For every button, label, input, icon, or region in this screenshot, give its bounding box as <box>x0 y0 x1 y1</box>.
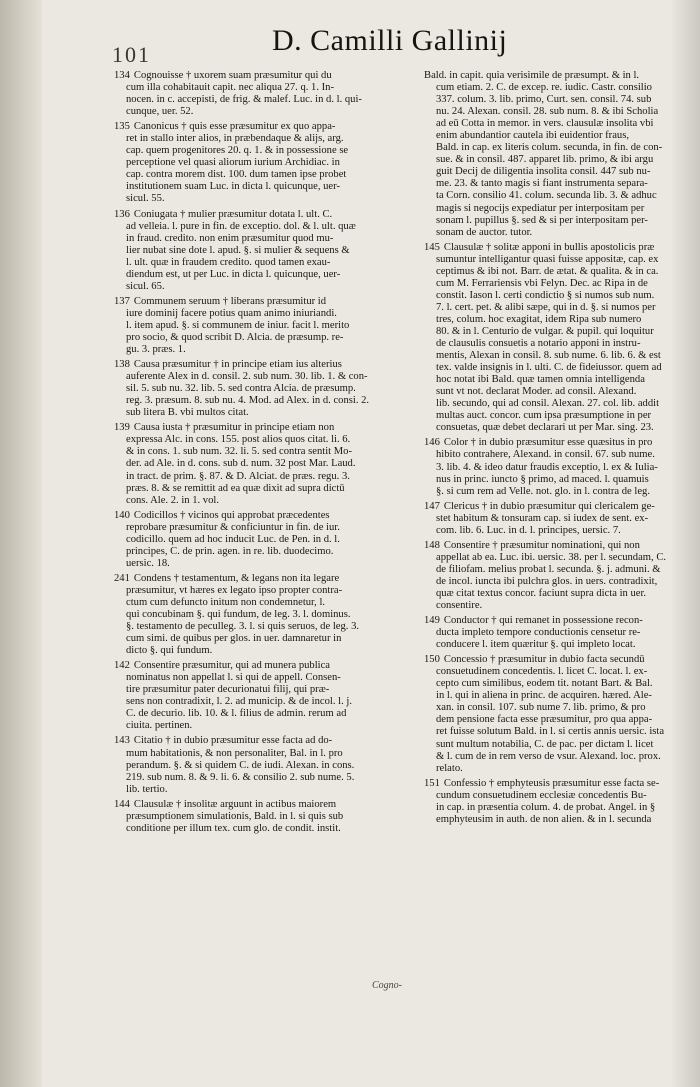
entry-line <box>424 362 698 374</box>
entry-line <box>114 320 406 332</box>
entry-line <box>424 227 698 239</box>
entry-text: hoc notat ibi Bald. quæ tamen omnia intelligenda <box>436 374 645 386</box>
entry-line <box>114 660 406 672</box>
entry-line <box>424 278 698 290</box>
entry-text: auferente Alex in d. consil. 2. sub num. 30. lib. 1. & con- <box>126 371 368 383</box>
entry-text: & in cons. 1. sub num. 32. li. 5. sed contra sentit Mo- <box>126 446 352 458</box>
entry-line <box>114 597 406 609</box>
entry-text: consuetas, quæ debet declarari ut per Mar. sing. 23. <box>436 422 654 434</box>
entry-line <box>424 338 698 350</box>
entry-text: Bald. in capit. quia verisimile de præsumpt. & in l. <box>424 70 640 81</box>
entry-text: expressa Alc. in cons. 155. post alios quos citat. li. 6. <box>126 434 351 446</box>
right-column <box>424 70 698 829</box>
entry-line <box>114 344 406 356</box>
entry-line <box>114 446 406 458</box>
entry-line <box>424 130 698 142</box>
entry-text: conducere l. item quæritur §. qui impleto locat. <box>436 639 636 651</box>
entry-text: xan. in consil. 107. sub nume 7. lib. primo, & pro <box>436 702 646 714</box>
entry-text: institutionem suam Luc. in dicta l. quicunque, uer- <box>126 181 340 193</box>
entry-text: sicul. 55. <box>126 193 165 205</box>
entry-line <box>424 790 698 802</box>
entry-line <box>424 203 698 215</box>
entry-text: quæ citat textus concor. faciunt supra dicta in uer. <box>436 587 647 599</box>
entry-line <box>424 462 698 474</box>
entry-line <box>424 314 698 326</box>
entry-line <box>114 672 406 684</box>
entry-number: 139 <box>114 422 130 434</box>
entry-line <box>114 296 406 308</box>
entry-text: enim abundantior cautela ibi euidentior fraus, <box>436 130 629 142</box>
entry-line <box>114 269 406 281</box>
entry-text: ctum cum defuncto initum non condemnetur, l. <box>126 596 326 608</box>
entry-line <box>424 178 698 190</box>
entry-line <box>424 690 698 702</box>
entry-line <box>114 823 406 835</box>
entry-line <box>424 166 698 178</box>
entry-line <box>424 302 698 314</box>
entry-line <box>114 708 406 720</box>
entry-text: in cap. in præsentia colum. 4. de probat. Angel. in § <box>436 801 656 813</box>
entry-number: 147 <box>424 500 440 512</box>
entry-line <box>114 209 406 221</box>
entry-line <box>424 763 698 775</box>
entry-text: nus in princ. iuncto § primo, ad maced. l. quamuis <box>436 473 649 485</box>
entry-text: multas auct. concor. cum ipsa præsumptione in per <box>436 410 652 422</box>
entry-line <box>114 633 406 645</box>
entry-text: sens non contradixit, l. 2. ad municip. & de incol. l. j. <box>126 696 352 708</box>
entry-line <box>424 398 698 410</box>
entry-text: de incol. iuncta ibi pulchra glos. in uers. contradixit, <box>436 575 658 587</box>
entry-text: præsumptionem simulationis, Bald. in l. si quis sub <box>126 810 344 822</box>
entry-line <box>114 573 406 585</box>
entry-text: ciuita. pertinen. <box>126 720 193 732</box>
entry-line <box>424 600 698 612</box>
entry-line <box>114 181 406 193</box>
entry-line <box>424 726 698 738</box>
entry-text: sue. & in consil. 487. apparet lib. primo, & ibi argu <box>436 154 654 166</box>
entry-text: 3. lib. 4. & ideo datur fraudis exceptio, l. ex & Iulia- <box>436 461 658 473</box>
entry-line <box>114 811 406 823</box>
entry <box>114 70 406 118</box>
entry-text: sunt multum notabilia, C. de pac. per dictam l. licet <box>436 738 654 750</box>
entry-text: Concessio † præsumitur in dubio facta secundū <box>443 654 645 666</box>
entry-text: appellat ab ea. Luc. ibi. uersic. 38. per l. secundam, C. <box>436 551 667 563</box>
entry-line <box>114 133 406 145</box>
entry-text: hibito contrahere, Alexand. in consil. 67. sub nume. <box>436 449 655 461</box>
entry-text: 80. & in l. Centurio de vulgar. & pupil. qui loquitur <box>436 325 654 337</box>
entry-number: 134 <box>114 70 130 81</box>
entry-number: 145 <box>424 241 440 253</box>
entry <box>114 510 406 570</box>
entry-line <box>114 70 406 82</box>
entry-line <box>114 121 406 133</box>
entry-text: Clausulæ † solitæ apponi in bullis apostolicis præ <box>443 241 655 253</box>
entry-line <box>424 739 698 751</box>
entry-text: perceptione vel quasi aliorum iurium Archidiac. in <box>126 157 340 169</box>
entry-line <box>114 558 406 570</box>
entry-line <box>424 449 698 461</box>
entry-line <box>114 82 406 94</box>
entry-text: in fraud. credito. non enim præsumitur quod mu- <box>126 232 334 244</box>
entry-line <box>424 266 698 278</box>
entry-text: tire præsumitur pater decurionatui filij, qui præ- <box>126 684 330 696</box>
entry-line <box>114 233 406 245</box>
entry-line <box>114 434 406 446</box>
entry-text: sil. 5. sub nu. 32. lib. 5. sed contra Alcia. de præsump. <box>126 383 356 395</box>
entry-text: Bald. in cap. ex literis colum. secunda, in fin. de con- <box>436 142 663 154</box>
entry-line <box>114 522 406 534</box>
entry-text: gu. 3. præs. 1. <box>126 344 186 356</box>
entry-text: tex. valde insignis in l. ulti. C. de fideiussor. quem ad <box>436 362 662 374</box>
entry-line <box>424 118 698 130</box>
entry-text: & l. cum de in rem verso de vsur. Alexand. loc. prox. <box>436 750 661 762</box>
entry-text: ret fuisse solutum Bald. in l. si certis annis uersic. ista <box>436 726 665 738</box>
entry-line <box>424 666 698 678</box>
entry-text: Consentire † præsumitur nominationi, qui non <box>443 539 640 551</box>
entry-text: nu. 24. Alexan. consil. 28. sub num. 8. & ibi Scholia <box>436 106 659 118</box>
entry-text: ad eū Cotta in memor. in vers. clausulæ insolita vbi <box>436 118 654 130</box>
entry-text: 7. l. cert. pet. & alibi sæpe, qui in d. §. si numos per <box>436 301 656 313</box>
entry-line <box>114 332 406 344</box>
entry-text: cunque, uer. 52. <box>126 106 194 118</box>
entry-text: cum etiam. 2. C. de excep. re. iudic. Castr. consilio <box>436 82 652 94</box>
entry-text: Causa præsumitur † in principe etiam ius alterius <box>133 359 342 371</box>
entry-line <box>114 495 406 507</box>
entry-line <box>114 609 406 621</box>
entry-number: 144 <box>114 798 130 810</box>
entry <box>424 654 698 774</box>
entry-line <box>424 564 698 576</box>
entry-line <box>114 245 406 257</box>
entry-text: præs. 8. & se remittit ad ea quæ dixit ad supra dictū <box>126 482 345 494</box>
entry-line <box>424 215 698 227</box>
entry-line <box>424 486 698 498</box>
entry-text: Codicillos † vicinos qui approbat præcedentes <box>133 509 330 521</box>
entry-text: conditione per illum tex. cum glo. de condit. instit. <box>126 822 341 834</box>
entry-line <box>114 799 406 811</box>
entry-line <box>424 501 698 513</box>
entry-number: 136 <box>114 208 130 220</box>
entry-text: diendum est, ut per Luc. in dicta l. quicunque, uer- <box>126 268 341 280</box>
entry-line <box>424 437 698 449</box>
entry-line <box>114 257 406 269</box>
entry-text: 337. colum. 3. lib. primo, Curt. sen. consil. 74. sub <box>436 94 652 106</box>
entry-number: 148 <box>424 539 440 551</box>
entry-text: Conductor † qui remanet in possessione recon- <box>443 615 643 627</box>
entry-text: consentire. <box>436 600 483 612</box>
entry-line <box>424 513 698 525</box>
entry-line <box>424 814 698 826</box>
entry-line <box>424 350 698 362</box>
entry-text: nominatus non appellat l. si qui de appell. Consen- <box>126 672 341 684</box>
entry-line <box>424 778 698 790</box>
entry-line <box>424 751 698 763</box>
entry-text: lib. tertio. <box>126 783 168 795</box>
entry-line <box>114 483 406 495</box>
entry-line <box>114 748 406 760</box>
entry-number: 135 <box>114 121 130 133</box>
entry-number: 146 <box>424 437 440 449</box>
entry-text: §. testamento de peculleg. 3. l. si quis seruos, de leg. 3. <box>126 621 360 633</box>
entry-text: Consentire præsumitur, qui ad munera publica <box>133 660 330 672</box>
entry-line <box>114 169 406 181</box>
entry-text: cum illa cohabitauit capit. nec aliqua 27. q. 1. In- <box>126 82 334 94</box>
entry-text: de clausulis consuetis a notario apponi in instru- <box>436 338 641 350</box>
entry-line <box>424 290 698 302</box>
entry-text: cepto cum similibus, eodem tit. notant Bart. & Bal. <box>436 678 653 690</box>
entry-line <box>424 242 698 254</box>
entry-line <box>424 254 698 266</box>
entry-text: nocen. in c. accepisti, de frig. & malef. Luc. in d. l. qui- <box>126 94 362 106</box>
entry-text: dicto §. qui fundum. <box>126 645 213 657</box>
entry-line <box>424 326 698 338</box>
entry-text: sub litera B. vbi multos citat. <box>126 407 249 419</box>
entry-line <box>114 308 406 320</box>
entry-text: C. de decurio. lib. 10. & l. filius de admin. rerum ad <box>126 708 347 720</box>
page-gutter-shadow <box>0 0 42 1087</box>
entry-text: reg. 3. præsum. 8. sub nu. 4. Mod. ad Alex. in d. consi. 2. <box>126 395 370 407</box>
entry-text: Communem seruum † liberans præsumitur id <box>133 295 327 307</box>
entry-line <box>114 359 406 371</box>
entry-line <box>424 525 698 537</box>
entry-text: perandum. §. & si quidem C. de iudi. Alexan. in cons. <box>126 759 355 771</box>
entry-line <box>114 684 406 696</box>
entry-text: sicul. 65. <box>126 280 165 292</box>
entry-number: 140 <box>114 509 130 521</box>
entry <box>424 501 698 537</box>
entry <box>114 209 406 293</box>
entry-text: Clausulæ † insolitæ arguunt in actibus maiorem <box>133 798 337 810</box>
entry-text: lib. secundo, qui ad consil. Alexan. 27. col. lib. addit <box>436 398 660 410</box>
entry-text: §. si cum rem ad Velle. not. glo. in l. contra de leg. <box>436 485 650 497</box>
entry-line <box>114 422 406 434</box>
entry-text: cundum consuetudinem ecclesiæ concedentis Bu- <box>436 789 647 801</box>
entry-text: Canonicus † quis esse præsumitur ex quo appa- <box>133 121 336 133</box>
entry-line <box>424 639 698 651</box>
entry-line <box>424 627 698 639</box>
entry-text: principes, C. de prin. agen. in re. lib. duodecimo. <box>126 545 334 557</box>
entry-text: sumuntur intelligantur quasi fuisse appositæ, cap. ex <box>436 253 659 265</box>
entry-text: pro socio, & quod scribit D. Alcia. de præsump. re- <box>126 331 344 343</box>
entry-line <box>424 615 698 627</box>
entry-line <box>114 546 406 558</box>
entry-text: ducta impleto tempore conductionis censetur re- <box>436 627 641 639</box>
entry <box>114 296 406 356</box>
entry-line <box>114 106 406 118</box>
entry-text: de filiofam. melius probat l. secunda. §. j. admuni. & <box>436 563 661 575</box>
entry-text: cum simi. de quibus per glos. in uer. damnaretur in <box>126 633 342 645</box>
entry-text: l. item apud. §. si communem de iniur. facit l. merito <box>126 319 350 331</box>
entry-number: 150 <box>424 654 440 666</box>
entry-text: Confessio † emphyteusis præsumitur esse facta se- <box>443 777 660 789</box>
entry-line <box>114 94 406 106</box>
entry-line <box>424 94 698 106</box>
entry-text: com. lib. 6. Luc. in d. l. principes, uersic. 7. <box>436 524 621 536</box>
entry-text: ad velleia. l. pure in fin. de exceptio. dol. & l. ult. quæ <box>126 220 356 232</box>
entry-line <box>114 145 406 157</box>
entry-text: l. ult. quæ in fraudem credito. quod tamen exau- <box>126 256 331 268</box>
entry-text: Coniugata † mulier præsumitur dotata l. ult. C. <box>133 208 333 220</box>
entry-line <box>424 714 698 726</box>
entry-number: 143 <box>114 735 130 747</box>
entry-line <box>114 534 406 546</box>
entry <box>424 778 698 826</box>
entry-text: emphyteusim in auth. de non alien. & in l. secunda <box>436 813 652 825</box>
entry-text: Citatio † in dubio præsumitur esse facta ad do- <box>133 735 333 747</box>
entry-line <box>114 371 406 383</box>
entry-line <box>114 760 406 772</box>
entry-line <box>114 645 406 657</box>
entry-text: consuetudinem concedentis. l. licet C. locat. l. ex- <box>436 666 648 678</box>
entry-text: mentis, Alexan in consil. 8. sub nume. 6. lib. 6. & est <box>436 350 661 362</box>
entry-line <box>424 552 698 564</box>
entry-text: sonam l. pupillus §. sed & si per interpositam per- <box>436 214 648 226</box>
entry <box>114 422 406 506</box>
entry-line <box>424 702 698 714</box>
entry-line <box>114 696 406 708</box>
entry-text: cap. contra morem dist. 100. dum tamen ipse probet <box>126 169 347 181</box>
entry-text: cum M. Ferrariensis vbi Felyn. Dec. ac Ripa in de <box>436 277 648 289</box>
entry <box>114 799 406 835</box>
entry-text: cap. quem progenitores 20. q. 1. & in possessione se <box>126 145 349 157</box>
entry-text: in tract. de prim. §. 87. & D. Alciat. de præs. regu. 3. <box>126 470 350 482</box>
entry <box>424 70 698 239</box>
catchword: Cogno- <box>372 980 402 991</box>
entry-line <box>424 678 698 690</box>
entry <box>114 573 406 657</box>
entry-line <box>114 784 406 796</box>
entry-number: 137 <box>114 295 130 307</box>
entry-line <box>114 193 406 205</box>
entry-text: magis si negocijs expediatur per interpositam per <box>436 202 645 214</box>
entry-line <box>114 281 406 293</box>
entry-line <box>114 383 406 395</box>
entry-text: 219. sub num. 8. & 9. li. 6. & consilio 2. sub nume. 5. <box>126 771 355 783</box>
entry-text: reprobare præsumitur & conficiuntur in fin. de iur. <box>126 521 340 533</box>
entry-text: qui concubinam §. qui fundum, de leg. 3. l. dominus. <box>126 609 351 621</box>
entry-text: mum habitationis, & non personaliter, Bal. in l. pro <box>126 747 343 759</box>
entry-text: constit. Iason l. certi condictio § si numos sub num. <box>436 289 655 301</box>
entry-text: Clericus † in dubio præsumitur qui clericalem ge- <box>443 500 655 512</box>
entry-line <box>114 407 406 419</box>
entry <box>114 359 406 419</box>
entry-text: dem pensione facta esse præsumitur, pro qua appa- <box>436 714 653 726</box>
entry <box>424 437 698 497</box>
entry-line <box>424 802 698 814</box>
entry-line <box>424 474 698 486</box>
entry <box>114 735 406 795</box>
entry-line <box>114 735 406 747</box>
entry <box>114 660 406 732</box>
entry-text: lier nubat sine dote l. apud. §. si mulier & sequens & <box>126 244 350 256</box>
entry-text: sonam de auctor. tutor. <box>436 226 533 238</box>
entry-text: uersic. 18. <box>126 557 170 569</box>
entry-text: sunt vt not. declarat Moder. ad consil. Alexand. <box>436 386 637 398</box>
entry-text: me. 23. & tanto magis si fiant instrumenta separa- <box>436 178 648 190</box>
entry-line <box>114 221 406 233</box>
entry-line <box>424 386 698 398</box>
entry-line <box>114 621 406 633</box>
entry-line <box>114 585 406 597</box>
entry-text: Color † in dubio præsumitur esse quæsitus in pro <box>443 437 653 449</box>
entry-text: der. ad Ale. in d. cons. sub d. num. 32 post Mar. Laud. <box>126 458 356 470</box>
entry-text: iure dominij facere potius quam animo iniuriandi. <box>126 307 337 319</box>
entry <box>424 242 698 435</box>
entry-text: ta Corn. consilio 41. colum. secunda lib. 3. & adhuc <box>436 190 657 202</box>
entry-number: 138 <box>114 359 130 371</box>
entry-text: in l. qui in aliena in princ. de acquiren. hæred. Ale- <box>436 690 652 702</box>
entry-line <box>424 422 698 434</box>
entry-line <box>114 157 406 169</box>
entry-text: relato. <box>436 762 463 774</box>
entry-text: præsumitur, vt hæres ex legato ipso propter contra- <box>126 584 343 596</box>
entry-line <box>424 154 698 166</box>
entry-number: 149 <box>424 615 440 627</box>
entry-text: ceptimus & ibi not. Barr. de ætat. & qualita. & in ca. <box>436 265 659 277</box>
entry-line <box>114 772 406 784</box>
entry-line <box>114 510 406 522</box>
entry-line <box>424 654 698 666</box>
entry-text: Condens † testamentum, & legans non ita legare <box>133 572 340 584</box>
entry-number: 142 <box>114 660 130 672</box>
entry-line <box>114 458 406 470</box>
entry-text: Causa iusta † præsumitur in principe etiam non <box>133 422 335 434</box>
entry-line <box>424 142 698 154</box>
entry-line <box>114 395 406 407</box>
entry-line <box>424 540 698 552</box>
entry-text: codicillo. quem ad hoc inducit Luc. de Pen. in d. l. <box>126 533 340 545</box>
entry <box>424 615 698 651</box>
entry-number: 241 <box>114 572 130 584</box>
entry-text: guit Decij de diligentia insolita consil. 447 sub nu- <box>436 166 651 178</box>
folio-number: 101 <box>112 42 151 67</box>
entry-number: 151 <box>424 777 440 789</box>
entry-text: ret in stallo inter alios, in præbendaque & alijs, arg. <box>126 133 344 145</box>
entry-line <box>424 70 698 82</box>
entry-line <box>114 720 406 732</box>
entry-line <box>424 588 698 600</box>
entry-line <box>114 471 406 483</box>
entry-line <box>424 410 698 422</box>
entry-text: stet habitum & tonsuram cap. si iudex de sent. ex- <box>436 512 649 524</box>
entry-text: cons. Ale. 2. in 1. vol. <box>126 494 219 506</box>
entry-text: tres, colum. hoc exagitat, idem Ripa sub numero <box>436 313 642 325</box>
entry-line <box>424 82 698 94</box>
entry-text: Cognouisse † uxorem suam præsumitur qui du <box>133 70 332 81</box>
left-column <box>114 70 406 838</box>
entry <box>114 121 406 205</box>
entry <box>424 540 698 612</box>
entry-line <box>424 106 698 118</box>
entry-line <box>424 576 698 588</box>
running-head: D. Camilli Gallinij <box>272 24 508 57</box>
entry-line <box>424 374 698 386</box>
entry-line <box>424 190 698 202</box>
